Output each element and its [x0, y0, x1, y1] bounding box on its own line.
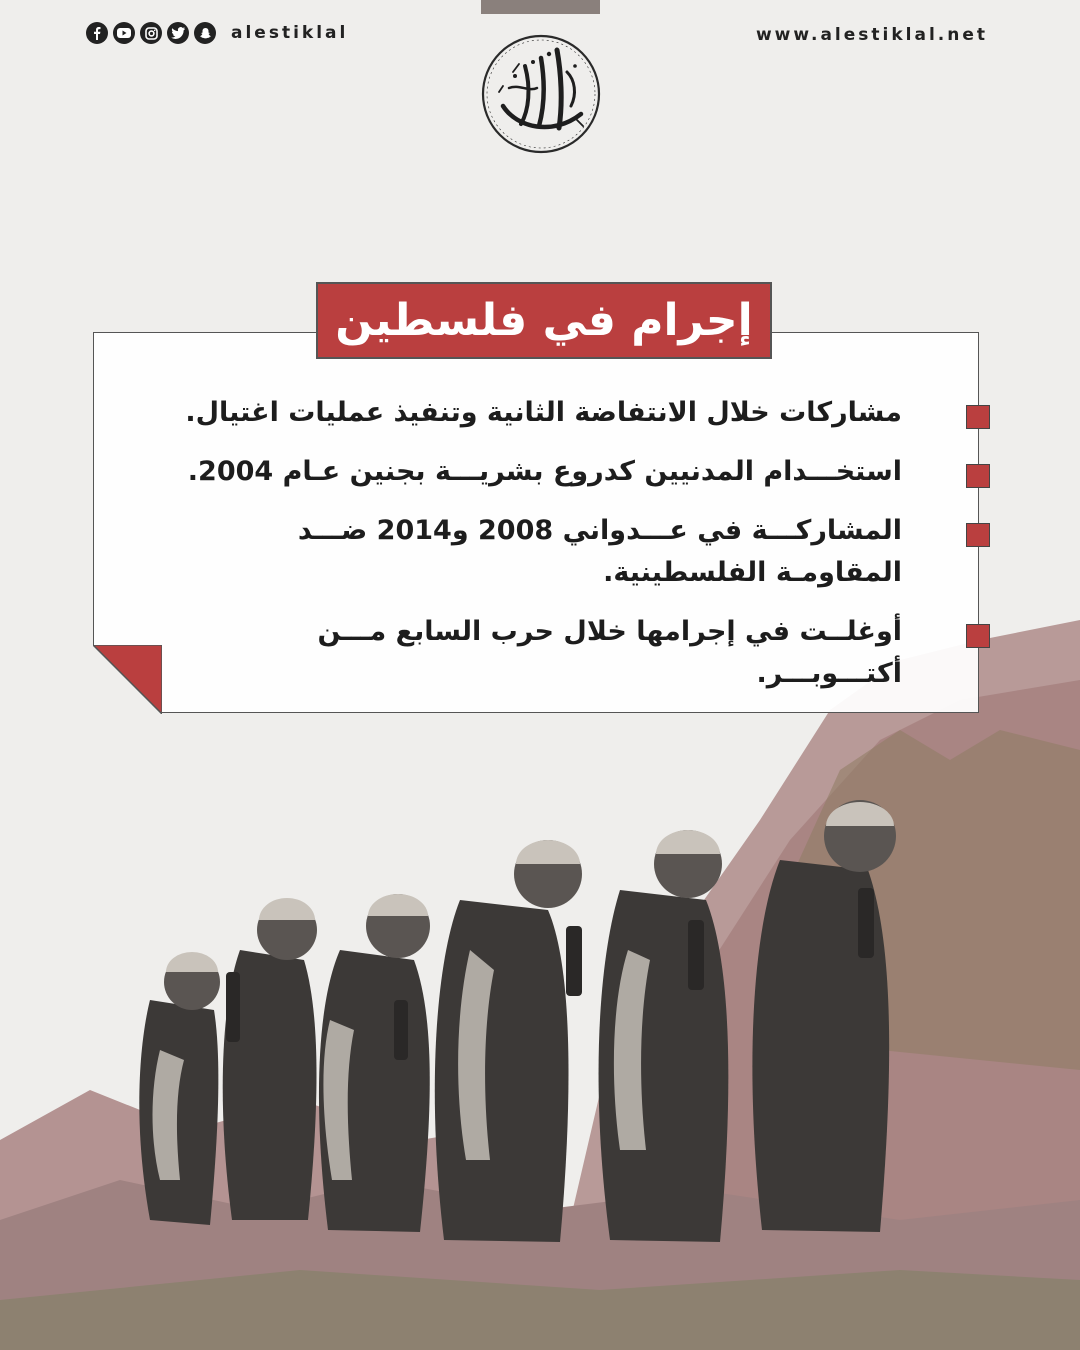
- list-item: [175, 611, 950, 695]
- twitter-icon[interactable]: [167, 22, 189, 44]
- list-item-text: استخـــدام المدنيين كدروع بشريـــة بجنين عـام 2004.: [187, 456, 902, 487]
- brand-name: alestiklal: [231, 23, 349, 43]
- folded-corner: [93, 645, 162, 714]
- square-bullet-icon: [966, 405, 990, 429]
- instagram-icon[interactable]: [140, 22, 162, 44]
- youtube-icon[interactable]: [113, 22, 135, 44]
- square-bullet-icon: [966, 464, 990, 488]
- top-tab-decoration: [481, 0, 600, 14]
- title-box: [316, 282, 772, 359]
- snapchat-icon[interactable]: [194, 22, 216, 44]
- facts-list: [175, 392, 950, 712]
- list-item-text: مشاركات خلال الانتفاضة الثانية وتنفيذ عمليات اغتيال.: [185, 397, 902, 428]
- site-url[interactable]: www.alestiklal.net: [755, 25, 988, 45]
- card-title: إجرام في فلسطين: [335, 294, 753, 346]
- square-bullet-icon: [966, 523, 990, 547]
- list-item-text: أوغلــت في إجرامها خلال حرب السابع مـــن أكتـــوبـــر.: [317, 616, 902, 689]
- calligraphy-logo: [479, 32, 603, 156]
- facebook-icon[interactable]: [86, 22, 108, 44]
- list-item: [175, 451, 950, 493]
- social-bar: [86, 20, 348, 46]
- list-item-text: المشاركـــة في عـــدواني 2008 و2014 ضـــد المقاومـة الفلسطينية.: [297, 515, 902, 588]
- list-item: [175, 510, 950, 594]
- square-bullet-icon: [966, 624, 990, 648]
- list-item: [175, 392, 950, 434]
- soldiers-photo: [0, 620, 1080, 1350]
